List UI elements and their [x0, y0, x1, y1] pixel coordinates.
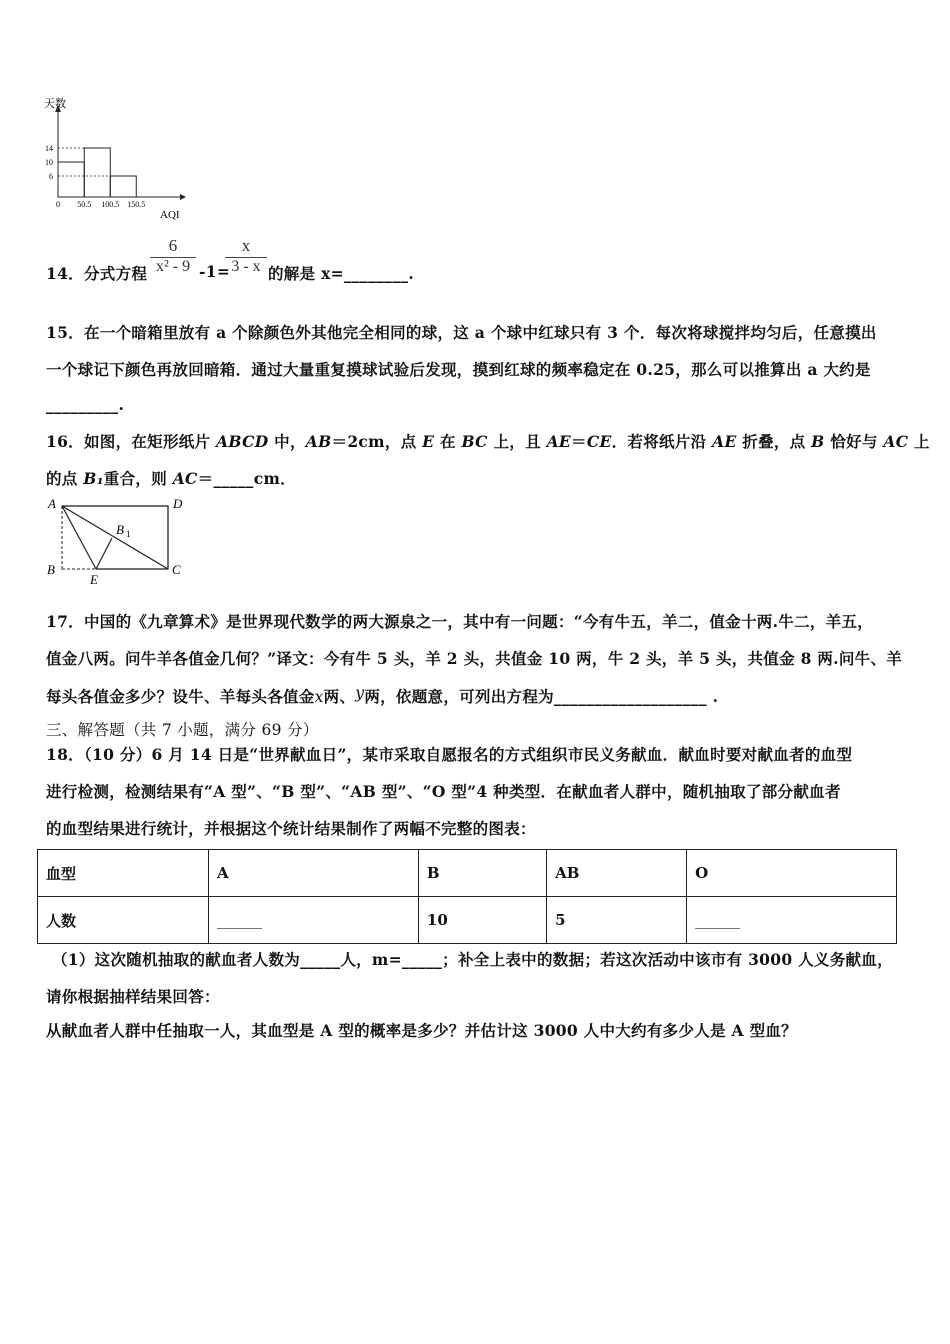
table-header-cell: 血型	[38, 850, 209, 897]
x-tick-label: 100.5	[101, 200, 120, 209]
q16-var: BC	[461, 432, 488, 451]
q16-var: ABCD	[216, 432, 269, 451]
table-header-cell: O	[687, 850, 897, 897]
q18-sub-1: （1）这次随机抽取的献血者人数为_____人，m=_____；补全上表中的数据；若这次活动中该市有 3000 人义务献血，	[52, 950, 893, 969]
section-3-heading: 三、解答题（共 7 小题，满分 69 分）	[46, 721, 319, 739]
table-row	[38, 897, 897, 944]
q14-prefix: 14．分式方程	[46, 264, 148, 283]
q15-line-2: 一个球记下颜色再放回暗箱．通过大量重复摸球试验后发现，摸到红球的频率稳定在 0.25，那么可以推算出 a 大约是	[46, 360, 871, 379]
q14-minus-one: -1=	[199, 262, 231, 281]
q16-var: AB	[305, 432, 332, 451]
q17-line-1: 17．中国的《九章算术》是世界现代数学的两大源泉之一，其中有一问题：“今有牛五，羊二，值金十两.牛二，羊五，	[46, 612, 874, 631]
q15-line-1: 15．在一个暗箱里放有 a 个除颜色外其他完全相同的球，这 a 个球中红球只有 3 个．每次将球搅拌均匀后，任意摸出	[46, 323, 877, 342]
label-b1: B	[116, 522, 124, 537]
q17-var-y: y	[355, 684, 365, 702]
x-axis-arrow	[180, 194, 186, 200]
q16-var: B	[811, 432, 825, 451]
table-row-label: 人数	[38, 897, 209, 944]
q16-text: 上	[908, 432, 930, 451]
aqi-histogram	[30, 92, 200, 222]
histogram-bar	[110, 176, 136, 197]
table-header-cell: AB	[547, 850, 687, 897]
q18-sub-3: 从献血者人群中任抽取一人，其血型是 A 型的概率是多少？并估计这 3000 人中大约有多少人是 A 型血？	[46, 1021, 797, 1040]
q16-line-2	[46, 467, 296, 489]
q16-line-1	[46, 430, 930, 452]
label-d: D	[173, 496, 183, 511]
q16-var: AC	[172, 469, 198, 488]
diagonal-ac	[62, 506, 168, 569]
x-tick-label: 50.5	[77, 200, 92, 209]
q16-text: 重合，则	[103, 469, 173, 488]
q17-text: 两、	[323, 687, 356, 706]
q16-var: AC	[883, 432, 909, 451]
q14-suffix: 的解是 x=________.	[268, 264, 415, 283]
table-cell: ______	[687, 897, 897, 944]
q16-var: CE	[586, 432, 612, 451]
table-row	[38, 850, 897, 897]
q18-sub-2: 请你根据抽样结果回答：	[46, 987, 220, 1006]
table-cell: ______	[209, 897, 419, 944]
y-tick-label: 6	[49, 172, 53, 181]
label-b: B	[47, 562, 55, 577]
table-header-cell: A	[209, 850, 419, 897]
q16-text: 16．如图，在矩形纸片	[46, 432, 217, 451]
q14-fraction-1	[150, 236, 196, 276]
q16-var: AE	[546, 432, 572, 451]
q17-text: 两，依题意，可列出方程为___________________ .	[364, 687, 719, 706]
blood-type-table	[37, 849, 897, 944]
x-tick-label: 150.5	[127, 200, 146, 209]
y-tick-label: 10	[45, 158, 53, 167]
q16-text: 恰好与	[824, 432, 884, 451]
q16-text: 上，且	[487, 432, 547, 451]
q14-frac1-denominator: x² - 9	[155, 258, 191, 275]
question-14	[46, 262, 147, 284]
x-axis-label: AQI	[160, 209, 180, 221]
q14-frac2-denominator: 3 - x	[231, 258, 261, 275]
q16-text: ＝2cm，点	[331, 432, 423, 451]
q17-line-3	[46, 684, 718, 707]
x-tick-label: 0	[56, 200, 60, 209]
q16-text: ．若将纸片沿	[611, 432, 713, 451]
q18-line-3: 的血型结果进行统计，并根据这个统计结果制作了两幅不完整的图表：	[46, 819, 536, 838]
label-a: A	[48, 496, 56, 511]
q14-frac1-numerator: 6	[150, 236, 196, 258]
q16-text: 中，	[268, 432, 306, 451]
q16-text: 折叠，点	[736, 432, 812, 451]
q18-line-2: 进行检测，检测结果有“A 型”、“B 型”、“AB 型”、“O 型”4 种类型．在献血者人群中，随机抽取了部分献血者	[46, 782, 841, 801]
q16-text: ＝_____cm．	[197, 469, 296, 488]
histogram-bar	[84, 148, 110, 197]
y-tick-label: 14	[45, 144, 53, 153]
q14-fraction-2	[225, 236, 267, 276]
table-cell: 5	[547, 897, 687, 944]
q17-text: 每头各值金多少？设牛、羊每头各值金	[46, 687, 315, 706]
table-header-cell: B	[418, 850, 546, 897]
q16-var: B₁	[83, 469, 104, 488]
segment-eb1	[96, 538, 112, 569]
q16-text: 在	[434, 432, 462, 451]
q18-line-1: 18．（10 分）6 月 14 日是“世界献血日”，某市采取自愿报名的方式组织市民义务献血．献血时要对献血者的血型	[46, 745, 853, 764]
q16-text: ＝	[571, 432, 587, 451]
y-axis-label: 天数	[44, 98, 66, 110]
label-b1-sub: 1	[126, 529, 131, 539]
table-cell: 10	[418, 897, 546, 944]
q14-frac2-numerator: x	[225, 236, 267, 258]
q16-var: AE	[712, 432, 737, 451]
q16-var: E	[422, 432, 435, 451]
label-c: C	[172, 562, 181, 577]
q17-var-x: x	[314, 688, 324, 706]
q17-line-2: 值金八两。问牛羊各值金几何？”译文：今有牛 5 头，羊 2 头，共值金 10 两，牛 2 头，羊 5 头，共值金 8 两.问牛、羊	[46, 649, 903, 668]
label-e: E	[90, 572, 98, 587]
q16-text: 的点	[46, 469, 84, 488]
histogram-bar	[58, 162, 84, 197]
q15-line-3: _________.	[46, 395, 125, 414]
rectangle-fold-figure	[40, 492, 200, 588]
